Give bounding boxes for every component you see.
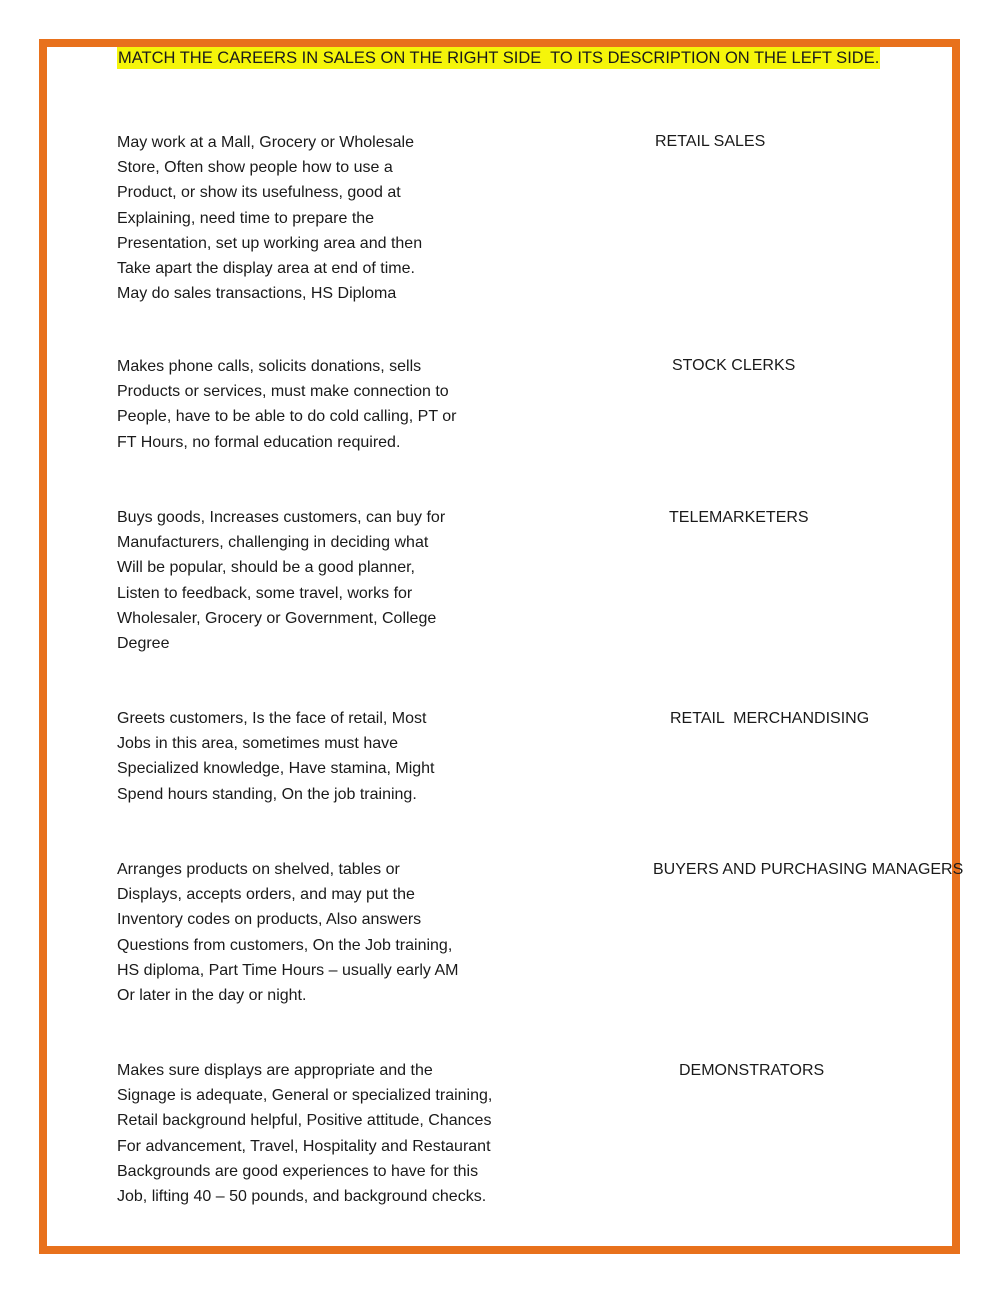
career-demonstrators: DEMONSTRATORS bbox=[679, 1062, 825, 1079]
description-line: Degree bbox=[117, 635, 170, 653]
description-line: May do sales transactions, HS Diploma bbox=[117, 285, 397, 303]
career-buyers-purchasing-managers: BUYERS AND PURCHASING MANAGERS bbox=[653, 861, 964, 878]
description-line: Greets customers, Is the face of retail, Most bbox=[117, 710, 427, 727]
description-line: Buys goods, Increases customers, can buy for bbox=[117, 509, 446, 526]
description-line: People, have to be able to do cold calling, PT or bbox=[117, 408, 457, 426]
description-line: Retail background helpful, Positive attitude, Chances bbox=[117, 1112, 492, 1130]
worksheet-instructions: MATCH THE CAREERS IN SALES ON THE RIGHT SIDE TO ITS DESCRIPTION ON THE LEFT SIDE. bbox=[118, 49, 880, 67]
description-line: Inventory codes on products, Also answers bbox=[117, 911, 422, 929]
description-line: Spend hours standing, On the job training. bbox=[117, 785, 417, 803]
career-telemarketers: TELEMARKETERS bbox=[669, 509, 809, 526]
description-line: Or later in the day or night. bbox=[117, 987, 307, 1005]
career-stock-clerks: STOCK CLERKS bbox=[672, 357, 796, 374]
description-line: Questions from customers, On the Job training, bbox=[117, 936, 453, 954]
description-line: Displays, accepts orders, and may put the bbox=[117, 886, 415, 904]
description-line: Take apart the display area at end of time. bbox=[117, 260, 415, 278]
description-line: Job, lifting 40 – 50 pounds, and background checks. bbox=[117, 1188, 487, 1206]
description-line: Makes sure displays are appropriate and the bbox=[117, 1062, 433, 1079]
description-line: Products or services, must make connection to bbox=[117, 383, 449, 401]
description-3 bbox=[117, 505, 517, 656]
description-line: Makes phone calls, solicits donations, sells bbox=[117, 358, 422, 375]
description-line: Product, or show its usefulness, good at bbox=[117, 184, 401, 202]
description-line: Explaining, need time to prepare the bbox=[117, 209, 375, 227]
description-line: Backgrounds are good experiences to have for this bbox=[117, 1162, 479, 1180]
description-line: Presentation, set up working area and then bbox=[117, 234, 423, 252]
description-line: FT Hours, no formal education required. bbox=[117, 433, 401, 451]
description-1 bbox=[117, 130, 517, 306]
description-line: HS diploma, Part Time Hours – usually early AM bbox=[117, 961, 459, 979]
description-line: Jobs in this area, sometimes must have bbox=[117, 735, 399, 753]
description-5 bbox=[117, 857, 517, 1008]
career-retail-sales: RETAIL SALES bbox=[655, 133, 766, 150]
description-line: For advancement, Travel, Hospitality and Restaurant bbox=[117, 1137, 491, 1155]
description-line: May work at a Mall, Grocery or Wholesale bbox=[117, 134, 414, 151]
description-line: Will be popular, should be a good planner, bbox=[117, 559, 415, 577]
description-2 bbox=[117, 354, 517, 455]
description-line: Signage is adequate, General or specialized training, bbox=[117, 1087, 493, 1105]
career-retail-merchandising: RETAIL MERCHANDISING bbox=[670, 710, 870, 727]
description-line: Specialized knowledge, Have stamina, Might bbox=[117, 760, 435, 778]
description-line: Listen to feedback, some travel, works for bbox=[117, 584, 413, 602]
description-4 bbox=[117, 706, 517, 807]
description-line: Arranges products on shelved, tables or bbox=[117, 861, 400, 878]
description-6 bbox=[117, 1058, 517, 1209]
description-line: Wholesaler, Grocery or Government, College bbox=[117, 609, 437, 627]
description-line: Manufacturers, challenging in deciding what bbox=[117, 534, 429, 552]
description-line: Store, Often show people how to use a bbox=[117, 159, 393, 177]
